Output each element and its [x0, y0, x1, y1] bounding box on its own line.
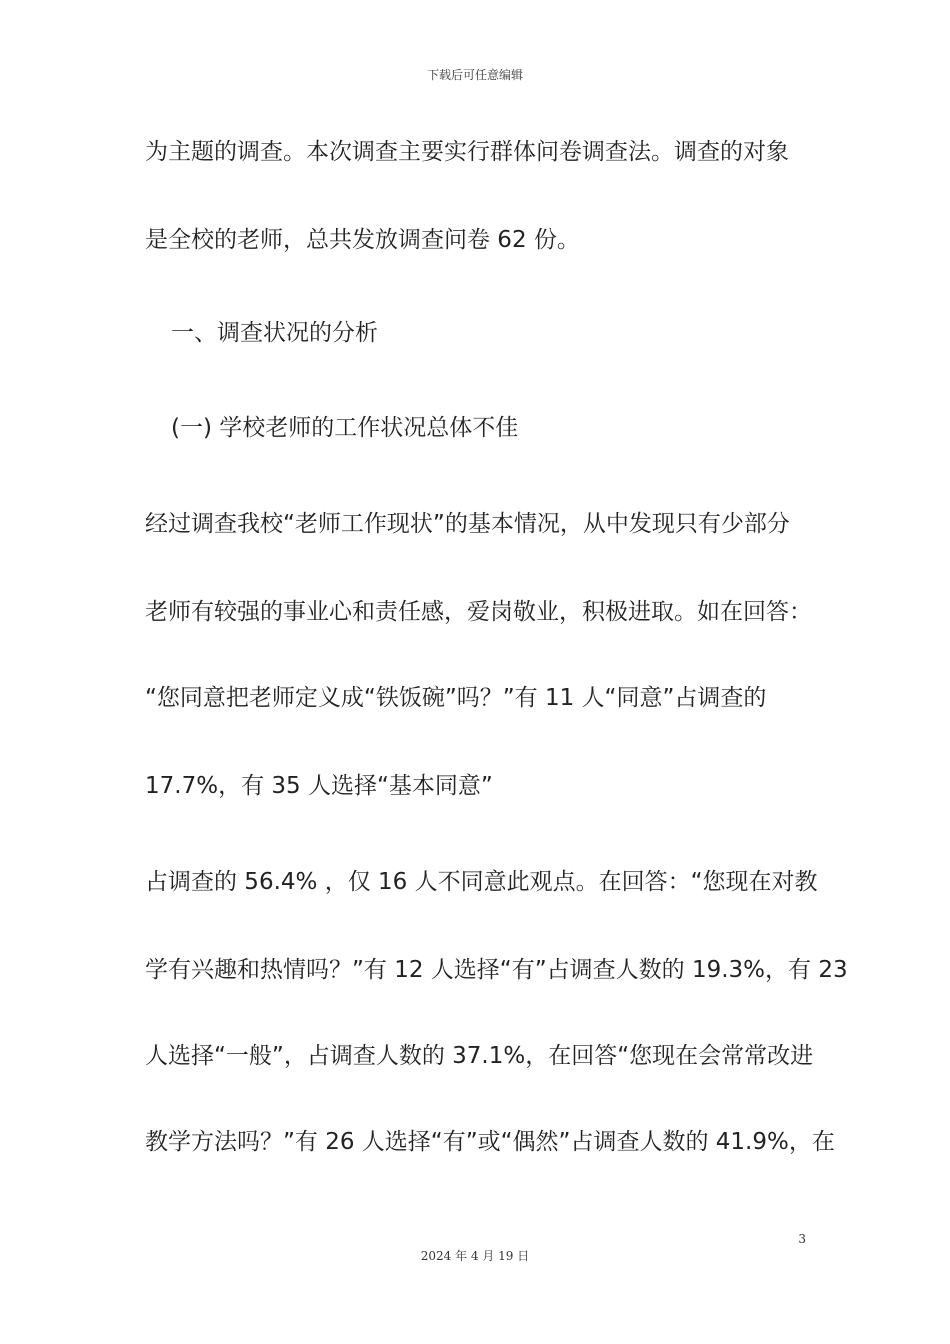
body-line-5: “您同意把老师定义成“铁饭碗”吗？”有 11 人“同意”占调查的 [145, 685, 767, 711]
footer-date: 2024 年 4 月 19 日 [420, 1249, 530, 1263]
body-line-7: 占调查的 56.4% ，仅 16 人不同意此观点。在回答：“您现在对教 [145, 869, 818, 895]
body-line-3: 经过调查我校“老师工作现状”的基本情况，从中发现只有少部分 [145, 511, 790, 537]
body-line-8: 学有兴趣和热情吗？”有 12 人选择“有”占调查人数的 19.3%，有 23 [145, 957, 848, 983]
body-line-4: 老师有较强的事业心和责任感，爱岗敬业，积极进取。如在回答： [145, 599, 812, 625]
section-heading: 一、调查状况的分析 [171, 320, 378, 346]
subsection-heading: (一) 学校老师的工作状况总体不佳 [171, 415, 519, 441]
body-line-10: 教学方法吗？”有 26 人选择“有”或“偶然”占调查人数的 41.9%，在 [145, 1129, 835, 1155]
page-header: 下载后可任意编辑 [426, 68, 523, 82]
page-number: 3 [798, 1232, 806, 1246]
body-line-6: 17.7%，有 35 人选择“基本同意” [145, 773, 493, 799]
body-line-2: 是全校的老师，总共发放调查问卷 62 份。 [145, 227, 580, 253]
body-line-1: 为主题的调查。本次调查主要实行群体问卷调查法。调查的对象 [145, 139, 789, 165]
body-line-9: 人选择“一般”，占调查人数的 37.1%，在回答“您现在会常常改进 [145, 1043, 814, 1069]
